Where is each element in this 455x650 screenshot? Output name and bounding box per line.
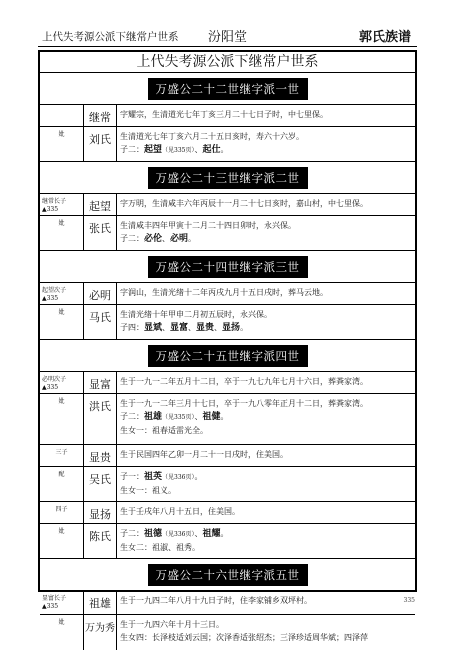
detail-line bbox=[120, 594, 415, 607]
person-details bbox=[117, 467, 415, 501]
person-row bbox=[40, 194, 415, 216]
detail-text: 。 bbox=[240, 323, 249, 332]
page-reference: ▲335 bbox=[42, 384, 59, 391]
relation-label: 显富长子 bbox=[42, 595, 67, 602]
relation-label: 三子 bbox=[55, 449, 68, 456]
detail-line bbox=[120, 219, 415, 232]
header-rule bbox=[38, 46, 417, 47]
person-name: 万为秀 bbox=[84, 615, 117, 650]
detail-text: 生女一：祖春适雷光全。 bbox=[120, 426, 208, 435]
person-row bbox=[40, 467, 415, 502]
detail-text: 。 bbox=[188, 234, 197, 243]
person-row bbox=[40, 216, 415, 251]
detail-text: 子二： bbox=[120, 412, 144, 421]
person-name: 吴氏 bbox=[84, 467, 117, 501]
detail-text: （见336页） bbox=[162, 531, 195, 538]
detail-text: 生清咸丰四年甲寅十二月二十四日卯时，永兴保。 bbox=[120, 221, 296, 230]
detail-line bbox=[120, 541, 415, 554]
generation-header bbox=[40, 251, 415, 283]
person-row bbox=[40, 615, 415, 650]
detail-text: 。 bbox=[220, 145, 229, 154]
relation-cell bbox=[40, 524, 84, 558]
person-name: 刘氏 bbox=[84, 127, 117, 161]
detail-text: 。 bbox=[220, 529, 229, 538]
detail-text: 、 bbox=[162, 234, 171, 243]
relation-label: 妣 bbox=[58, 398, 65, 405]
child-name: 必伦 bbox=[144, 234, 163, 244]
person-name: 显贵 bbox=[84, 445, 117, 466]
detail-text: 生女一：祖义。 bbox=[120, 486, 176, 495]
relation-cell bbox=[40, 127, 84, 161]
person-row bbox=[40, 305, 415, 340]
page-reference: ▲335 bbox=[42, 603, 59, 610]
relation-cell bbox=[40, 591, 84, 614]
header-hall-name: 汾阳堂 bbox=[207, 30, 247, 45]
detail-text: （见335页） bbox=[162, 414, 195, 421]
person-name: 张氏 bbox=[84, 216, 117, 250]
relation-cell bbox=[40, 216, 84, 250]
detail-text: 子二： bbox=[120, 529, 144, 538]
detail-text: 生于壬戌年八月十五日，住美国。 bbox=[120, 507, 240, 516]
detail-text: （见335页） bbox=[162, 147, 195, 154]
detail-line bbox=[120, 484, 415, 497]
page-reference: ▲335 bbox=[42, 206, 59, 213]
relation-label: 继常长子 bbox=[42, 198, 67, 205]
person-row bbox=[40, 502, 415, 524]
detail-text: 子一： bbox=[120, 472, 144, 481]
person-details bbox=[117, 524, 415, 558]
table-title: 上代失考源公派下继常户世系 bbox=[40, 52, 415, 73]
detail-text: 生于一九一二年五月十二日，卒于一九七九年七月十六日，葬粪家湾。 bbox=[120, 377, 368, 386]
detail-line bbox=[120, 130, 415, 143]
child-name: 必明 bbox=[170, 234, 189, 244]
relation-label: 配 bbox=[58, 471, 65, 478]
generation-header bbox=[40, 340, 415, 372]
person-details bbox=[117, 372, 415, 393]
person-details bbox=[117, 394, 415, 444]
header-left-title: 上代失考源公派下继常户世系 bbox=[42, 31, 179, 43]
relation-label: 起望次子 bbox=[42, 287, 67, 294]
person-details bbox=[117, 591, 415, 614]
person-details bbox=[117, 194, 415, 215]
detail-text: 生清道光七年丁亥六月二十五日亥时，寿六十六岁。 bbox=[120, 132, 304, 141]
detail-text: 生于一九一二年三月十七日，卒于一九八零年正月十二日，葬粪家湾。 bbox=[120, 399, 368, 408]
relation-cell bbox=[40, 283, 84, 304]
child-name: 显斌 bbox=[144, 323, 163, 333]
generation-header bbox=[40, 162, 415, 194]
detail-line bbox=[120, 448, 415, 461]
person-details bbox=[117, 283, 415, 304]
detail-line bbox=[120, 631, 415, 644]
detail-line bbox=[120, 286, 415, 299]
table-body bbox=[40, 73, 415, 650]
person-row bbox=[40, 524, 415, 559]
person-name: 显富 bbox=[84, 372, 117, 393]
detail-text: 生于一九四六年十月十三日。 bbox=[120, 620, 224, 629]
child-name: 祖耀 bbox=[202, 529, 221, 539]
page-number: 335 bbox=[403, 597, 415, 604]
person-row bbox=[40, 372, 415, 394]
header-book-title: 郭氏族谱 bbox=[358, 30, 411, 45]
detail-line bbox=[120, 424, 415, 437]
person-details bbox=[117, 305, 415, 339]
person-details bbox=[117, 502, 415, 523]
child-name: 起望 bbox=[144, 145, 163, 155]
detail-line bbox=[120, 321, 415, 335]
detail-text: 、 bbox=[194, 529, 203, 538]
person-row bbox=[40, 591, 415, 615]
detail-line bbox=[120, 505, 415, 518]
child-name: 祖雄 bbox=[144, 412, 163, 422]
person-row bbox=[40, 394, 415, 445]
generation-label: 万盛公二十二世继字派一世 bbox=[148, 78, 308, 100]
person-row bbox=[40, 127, 415, 162]
relation-cell bbox=[40, 615, 84, 650]
detail-text: 生女二：祖淑、祖秀。 bbox=[120, 543, 200, 552]
person-name: 继常 bbox=[84, 105, 117, 126]
detail-line bbox=[120, 618, 415, 631]
child-name: 显富 bbox=[170, 323, 189, 333]
detail-text: 、 bbox=[194, 145, 203, 154]
generation-label: 万盛公二十四世继字派三世 bbox=[148, 256, 308, 278]
relation-cell bbox=[40, 105, 84, 126]
generation-header bbox=[40, 559, 415, 591]
person-row bbox=[40, 105, 415, 127]
genealogy-table bbox=[38, 50, 417, 642]
relation-cell bbox=[40, 372, 84, 393]
person-name: 显扬 bbox=[84, 502, 117, 523]
person-name: 洪氏 bbox=[84, 394, 117, 444]
detail-text: 。 bbox=[220, 412, 229, 421]
person-name: 陈氏 bbox=[84, 524, 117, 558]
detail-line bbox=[120, 143, 415, 157]
page-reference: ▲335 bbox=[42, 295, 59, 302]
person-row bbox=[40, 445, 415, 467]
relation-label: 妣 bbox=[58, 131, 65, 138]
detail-text: 、 bbox=[194, 412, 203, 421]
generation-header bbox=[40, 73, 415, 105]
person-details bbox=[117, 105, 415, 126]
relation-cell bbox=[40, 502, 84, 523]
child-name: 祖德 bbox=[144, 529, 163, 539]
detail-text: 字万明，生清咸丰六年丙辰十一月二十七日亥时，嘉山村，中七里保。 bbox=[120, 199, 368, 208]
relation-cell bbox=[40, 445, 84, 466]
detail-text: 子四： bbox=[120, 323, 144, 332]
relation-cell bbox=[40, 394, 84, 444]
detail-line bbox=[120, 197, 415, 210]
person-name: 必明 bbox=[84, 283, 117, 304]
detail-line bbox=[120, 397, 415, 410]
detail-line bbox=[120, 410, 415, 424]
detail-line bbox=[120, 470, 415, 484]
relation-cell bbox=[40, 194, 84, 215]
relation-label: 四子 bbox=[55, 506, 68, 513]
generation-label: 万盛公二十五世继字派四世 bbox=[148, 345, 308, 367]
detail-text: 、 bbox=[188, 323, 197, 332]
person-details bbox=[117, 216, 415, 250]
detail-line bbox=[120, 308, 415, 321]
detail-text: 子二： bbox=[120, 234, 144, 243]
generation-label: 万盛公二十三世继字派二世 bbox=[148, 167, 308, 189]
person-name: 马氏 bbox=[84, 305, 117, 339]
detail-text: 、 bbox=[214, 323, 223, 332]
detail-line bbox=[120, 375, 415, 388]
child-name: 祖英 bbox=[144, 472, 163, 482]
detail-line bbox=[120, 527, 415, 541]
person-row bbox=[40, 283, 415, 305]
detail-text: 生女四：长泽枝适刘云国；次泽香适张绍杰；三泽珍适周华斌；四泽萍 bbox=[120, 633, 368, 642]
detail-text: 字润山，生清光绪十二年丙戌九月十五日戌时，葬马云地。 bbox=[120, 288, 328, 297]
detail-text: 生于一九四二年八月十九日子时，住李家铺乡双坪村。 bbox=[120, 596, 312, 605]
relation-label: 妣 bbox=[58, 309, 65, 316]
child-name: 显扬 bbox=[222, 323, 241, 333]
detail-text: 生于民国四年乙卯一月二十一日戌时，住美国。 bbox=[120, 450, 288, 459]
detail-text: 、 bbox=[162, 323, 171, 332]
child-name: 起仕 bbox=[202, 145, 221, 155]
detail-text: 。 bbox=[194, 472, 203, 481]
relation-cell bbox=[40, 305, 84, 339]
relation-label: 妣 bbox=[58, 619, 65, 626]
relation-label: 妣 bbox=[58, 220, 65, 227]
person-details bbox=[117, 615, 415, 650]
child-name: 祖健 bbox=[202, 412, 221, 422]
detail-text: （见336页） bbox=[162, 474, 195, 481]
relation-label: 必明次子 bbox=[42, 376, 67, 383]
person-details bbox=[117, 445, 415, 466]
relation-cell bbox=[40, 467, 84, 501]
page-header bbox=[38, 26, 417, 44]
person-name: 起望 bbox=[84, 194, 117, 215]
detail-text: 生清光绪十年甲申二月初五辰时，永兴保。 bbox=[120, 310, 272, 319]
detail-line bbox=[120, 108, 415, 121]
detail-line bbox=[120, 232, 415, 246]
person-details bbox=[117, 127, 415, 161]
detail-text: 字耀宗，生清道光七年丁亥三月二十七日子时，中七里保。 bbox=[120, 110, 328, 119]
detail-text: 子二： bbox=[120, 145, 144, 154]
generation-label: 万盛公二十六世继字派五世 bbox=[148, 564, 308, 586]
relation-label: 妣 bbox=[58, 528, 65, 535]
person-name: 祖雄 bbox=[84, 591, 117, 614]
child-name: 显贵 bbox=[196, 323, 215, 333]
